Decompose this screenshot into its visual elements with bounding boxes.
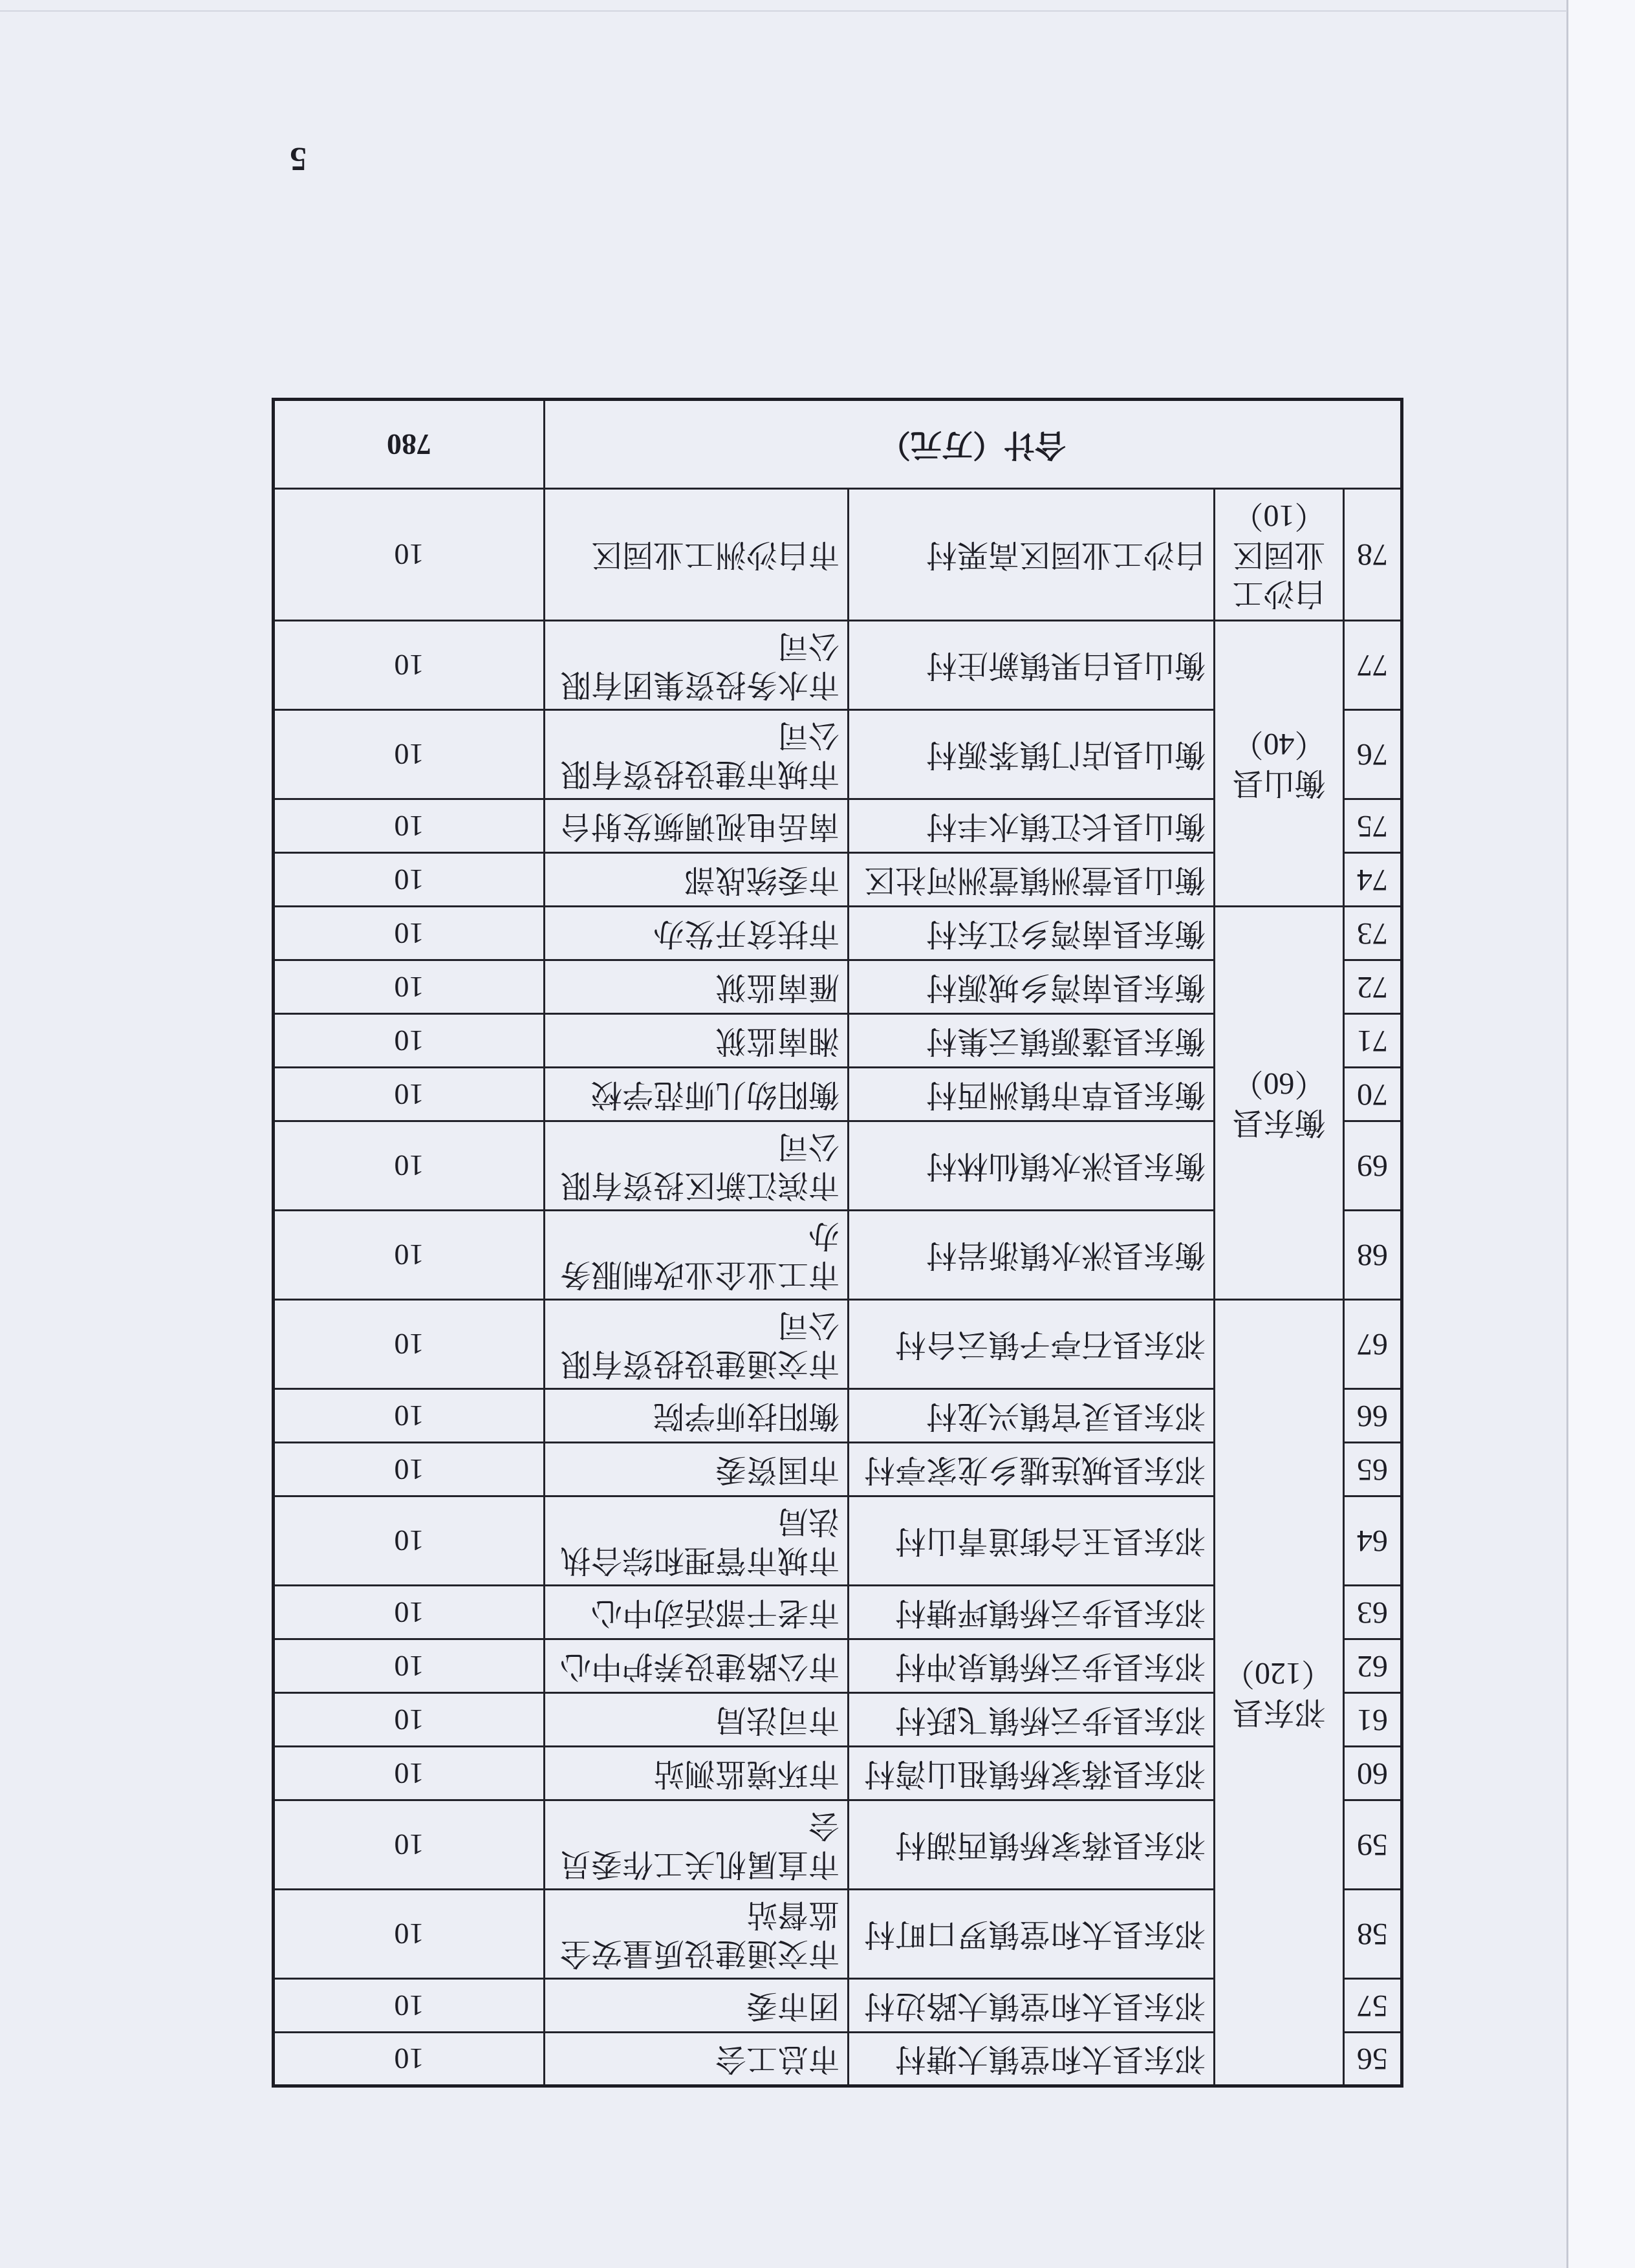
row-number: 63: [1344, 1586, 1402, 1639]
unit-cell: 衡阳技师学院: [545, 1389, 849, 1443]
village-cell: 祁东县灵官镇兴龙村: [849, 1389, 1215, 1443]
total-row: [274, 400, 1402, 489]
total-value: 780: [274, 400, 545, 489]
village-cell: 衡东县蓬源镇云集村: [849, 1014, 1215, 1068]
county-name: 白沙工业园区: [1232, 537, 1326, 611]
unit-cell: 市城市管理和综合执法局: [545, 1496, 849, 1586]
village-cell: 祁东县蒋家桥镇祖山湾村: [849, 1747, 1215, 1800]
village-cell: 衡东县洣水镇仙林村: [849, 1121, 1215, 1211]
amount-cell: 10: [274, 1121, 545, 1211]
unit-cell: 市水务投资集团有限公司: [545, 621, 849, 710]
row-number: 70: [1344, 1068, 1402, 1121]
amount-cell: 10: [274, 1979, 545, 2033]
amount-cell: 10: [274, 1639, 545, 1693]
amount-cell: 10: [274, 1211, 545, 1300]
village-cell: 祁东县城连墟乡龙家亭村: [849, 1443, 1215, 1496]
unit-cell: 市扶贫开发办: [545, 907, 849, 960]
amount-cell: 10: [274, 1068, 545, 1121]
row-number: 66: [1344, 1389, 1402, 1443]
table-row: [274, 2033, 1402, 2086]
amount-cell: 10: [274, 799, 545, 853]
unit-cell: 市直属机关工作委员会: [545, 1800, 849, 1890]
village-cell: 祁东县步云桥镇飞跃村: [849, 1693, 1215, 1747]
county-cell: [1215, 621, 1344, 907]
row-number: 65: [1344, 1443, 1402, 1496]
unit-cell: 衡阳幼儿师范学校: [545, 1068, 849, 1121]
total-label: 合计（万元）: [545, 400, 1402, 489]
amount-cell: 10: [274, 960, 545, 1014]
allocation-table: [272, 398, 1403, 2088]
row-number: 59: [1344, 1800, 1402, 1890]
amount-cell: 10: [274, 1890, 545, 1979]
village-cell: 祁东县玉合街道青山村: [849, 1496, 1215, 1586]
amount-cell: 10: [274, 1693, 545, 1747]
village-cell: 衡山县店门镇茶源村: [849, 710, 1215, 799]
county-name: 衡山县: [1232, 766, 1326, 801]
row-number: 69: [1344, 1121, 1402, 1211]
table-row: [274, 1211, 1402, 1300]
unit-cell: 市工业企业改制服务办: [545, 1211, 849, 1300]
village-cell: 祁东县蒋家桥镇西湖村: [849, 1800, 1215, 1890]
row-number: 78: [1344, 489, 1402, 621]
table-row: [274, 853, 1402, 907]
amount-cell: 10: [274, 1586, 545, 1639]
unit-cell: 市公路建设养护中心: [545, 1639, 849, 1693]
unit-cell: 市环境监测站: [545, 1747, 849, 1800]
unit-cell: 市滨江新区投资有限公司: [545, 1121, 849, 1211]
unit-cell: 市司法局: [545, 1693, 849, 1747]
amount-cell: 10: [274, 710, 545, 799]
amount-cell: 10: [274, 1389, 545, 1443]
amount-cell: 10: [274, 1800, 545, 1890]
village-cell: 祁东县步云桥镇坪塘村: [849, 1586, 1215, 1639]
amount-cell: 10: [274, 1747, 545, 1800]
village-cell: 衡山县白果镇新庄村: [849, 621, 1215, 710]
unit-cell: 市交通建设投资有限公司: [545, 1300, 849, 1389]
row-number: 57: [1344, 1979, 1402, 2033]
unit-cell: 湘南监狱: [545, 1014, 849, 1068]
amount-cell: 10: [274, 1496, 545, 1586]
row-number: 68: [1344, 1211, 1402, 1300]
row-number: 58: [1344, 1890, 1402, 1979]
village-cell: 祁东县太和堂镇大路边村: [849, 1979, 1215, 2033]
unit-cell: 雁南监狱: [545, 960, 849, 1014]
village-cell: 衡东县南湾乡江东村: [849, 907, 1215, 960]
county-quota: （60）: [1232, 1066, 1326, 1101]
county-name: 祁东县: [1232, 1695, 1326, 1729]
row-number: 77: [1344, 621, 1402, 710]
amount-cell: 10: [274, 2033, 545, 2086]
county-quota: （10）: [1232, 499, 1326, 534]
village-cell: 衡山县长江镇水丰村: [849, 799, 1215, 853]
village-cell: 衡东县洣水镇浙岩村: [849, 1211, 1215, 1300]
unit-cell: 南岳电视调频发射台: [545, 799, 849, 853]
village-cell: 衡山县萱洲镇萱洲河社区: [849, 853, 1215, 907]
county-quota: （120）: [1223, 1656, 1332, 1690]
row-number: 64: [1344, 1496, 1402, 1586]
row-number: 67: [1344, 1300, 1402, 1389]
amount-cell: 10: [274, 1300, 545, 1389]
village-cell: 白沙工业园区高栗村: [849, 489, 1215, 621]
county-cell: [1215, 907, 1344, 1300]
row-number: 73: [1344, 907, 1402, 960]
row-number: 56: [1344, 2033, 1402, 2086]
village-cell: 衡东县南湾乡城源村: [849, 960, 1215, 1014]
village-cell: 祁东县步云桥镇泉冲村: [849, 1639, 1215, 1693]
village-cell: 祁东县太和堂镇大塘村: [849, 2033, 1215, 2086]
unit-cell: 市老干部活动中心: [545, 1586, 849, 1639]
amount-cell: 10: [274, 1443, 545, 1496]
unit-cell: 团市委: [545, 1979, 849, 2033]
table-row: [274, 489, 1402, 621]
amount-cell: 10: [274, 621, 545, 710]
row-number: 62: [1344, 1639, 1402, 1693]
unit-cell: 市委统战部: [545, 853, 849, 907]
unit-cell: 市国资委: [545, 1443, 849, 1496]
village-cell: 祁东县太和堂镇罗口町村: [849, 1890, 1215, 1979]
page-number: 5: [290, 140, 307, 177]
county-cell: [1215, 1300, 1344, 2086]
village-cell: 衡东县草市镇洲西村: [849, 1068, 1215, 1121]
county-name: 衡东县: [1232, 1105, 1326, 1140]
row-number: 71: [1344, 1014, 1402, 1068]
row-number: 75: [1344, 799, 1402, 853]
unit-cell: 市白沙洲工业园区: [545, 489, 849, 621]
row-number: 76: [1344, 710, 1402, 799]
amount-cell: 10: [274, 907, 545, 960]
row-number: 60: [1344, 1747, 1402, 1800]
county-quota: （40）: [1232, 727, 1326, 762]
row-number: 74: [1344, 853, 1402, 907]
row-number: 72: [1344, 960, 1402, 1014]
amount-cell: 10: [274, 853, 545, 907]
village-cell: 祁东县石亭子镇云台村: [849, 1300, 1215, 1389]
amount-cell: 10: [274, 489, 545, 621]
unit-cell: 市总工会: [545, 2033, 849, 2086]
unit-cell: 市城市建设投资有限公司: [545, 710, 849, 799]
unit-cell: 市交通建设质量安全监督站: [545, 1890, 849, 1979]
row-number: 61: [1344, 1693, 1402, 1747]
amount-cell: 10: [274, 1014, 545, 1068]
county-cell: [1215, 489, 1344, 621]
